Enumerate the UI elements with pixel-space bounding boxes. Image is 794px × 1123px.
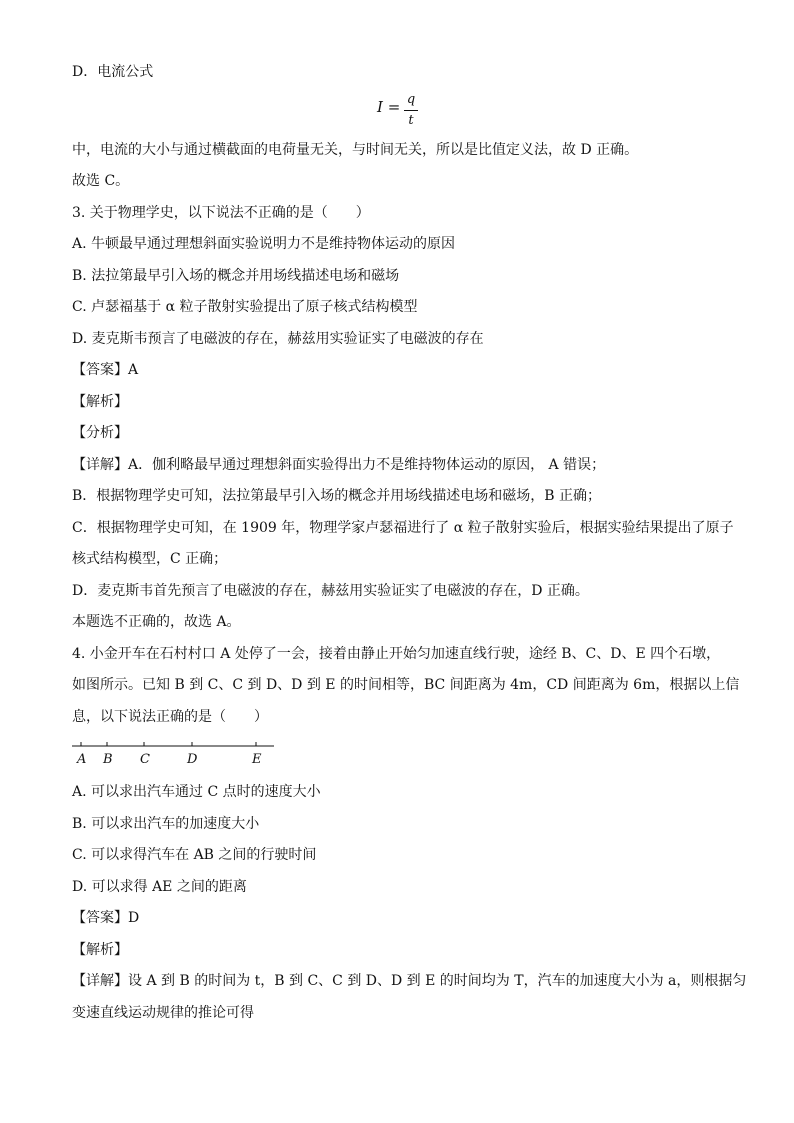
- question-4-option-c: C. 可以求得汽车在 AB 之间的行驶时间: [72, 847, 317, 863]
- stone-label-d: D: [187, 752, 198, 767]
- question-3-option-b: B. 法拉第最早引入场的概念并用场线描述电场和磁场: [72, 267, 400, 284]
- question-3-detail-d: D．麦克斯韦首先预言了电磁波的存在，赫兹用实验证实了电磁波的存在，D 正确。: [72, 582, 589, 599]
- formula-fraction: [404, 92, 418, 129]
- question-3-option-c: C. 卢瑟福基于 α 粒子散射实验提出了原子核式结构模型: [72, 299, 418, 315]
- text-line: 故选 C。: [72, 173, 130, 189]
- question-4-analysis-heading: 【解析】: [72, 941, 128, 958]
- formula-numerator: q: [406, 91, 416, 107]
- document-page: [72, 62, 747, 1034]
- question-3-detail-a: 【详解】A．伽利略最早通过理想斜面实验得出力不是维持物体运动的原因， A 错误；: [72, 456, 606, 473]
- question-3-analysis-heading: 【解析】: [72, 393, 128, 410]
- question-4-option-b: B. 可以求出汽车的加速度大小: [72, 815, 260, 832]
- question-4-detail-cont: 变速直线运动规律的推论可得: [72, 1004, 254, 1021]
- stone-label-e: E: [252, 752, 262, 767]
- question-3-option-a: A. 牛顿最早通过理想斜面实验说明力不是维持物体运动的原因: [72, 236, 456, 252]
- stone-label-a: A: [77, 752, 87, 767]
- question-3-conclusion: 本题选不正确的，故选 A。: [72, 614, 241, 630]
- question-3-fenxi-heading: 【分析】: [72, 425, 128, 441]
- question-3-stem: 3. 关于物理学史，以下说法不正确的是（ ）: [72, 204, 370, 221]
- stone-label-b: B: [103, 752, 113, 767]
- question-3-answer: 【答案】A: [72, 362, 139, 378]
- fraction-bar: [404, 110, 418, 111]
- question-4-stem-end: 息，以下说法正确的是（ ）: [72, 708, 268, 725]
- question-3-detail-c: C．根据物理学史可知，在 1909 年，物理学家卢瑟福进行了 α 粒子散射实验后，根据实验结果提出了原子: [72, 519, 734, 536]
- question-4-stem-cont: 如图所示。已知 B 到 C、C 到 D、D 到 E 的时间相等，BC 间距离为 4m，CD 间距离为 6m，根据以上信: [72, 677, 740, 693]
- question-4-detail: 【详解】设 A 到 B 的时间为 t，B 到 C、C 到 D、D 到 E 的时间均为 T，汽车的加速度大小为 a，则根据匀: [72, 973, 747, 989]
- question-4-option-d: D. 可以求得 AE 之间的距离: [72, 878, 247, 895]
- question-4-answer: 【答案】D: [72, 910, 140, 926]
- formula-denominator: t: [408, 112, 414, 128]
- formula-lhs: I =: [377, 97, 401, 116]
- text-line: 中，电流的大小与通过横截面的电荷量无关，与时间无关，所以是比值定义法，故 D 正确。: [72, 141, 639, 158]
- question-4-stem: 4. 小金开车在石村村口 A 处停了一会，接着由静止开始匀加速直线行驶，途经 B、C、D、E 四个石墩，: [72, 645, 721, 662]
- stones-diagram: [72, 738, 732, 772]
- question-3-detail-b: B．根据物理学史可知，法拉第最早引入场的概念并用场线描述电场和磁场，B 正确；: [72, 488, 602, 504]
- question-4-option-a: A. 可以求出汽车通过 C 点时的速度大小: [72, 784, 321, 800]
- text-line: D．电流公式: [72, 64, 154, 80]
- question-3-option-d: D. 麦克斯韦预言了电磁波的存在，赫兹用实验证实了电磁波的存在: [72, 330, 484, 347]
- current-formula: [72, 92, 732, 136]
- stone-label-c: C: [140, 752, 150, 767]
- question-3-detail-c-cont: 核式结构模型，C 正确；: [72, 551, 228, 567]
